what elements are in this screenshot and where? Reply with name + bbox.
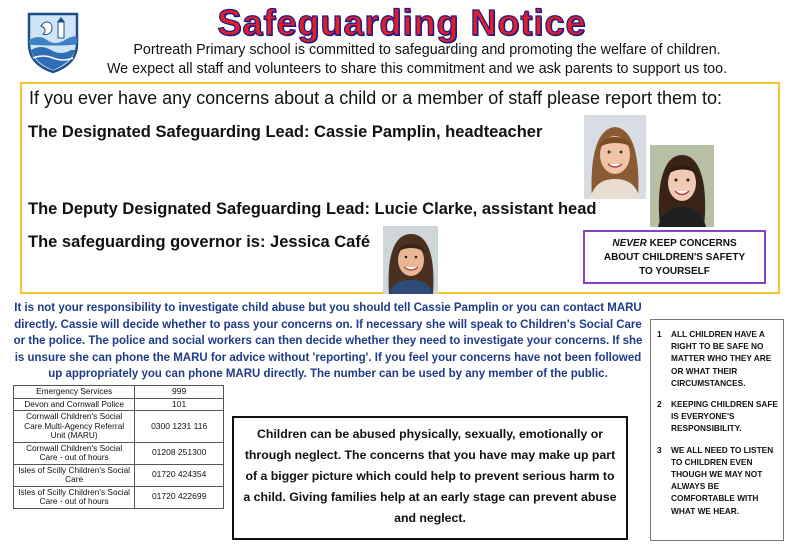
list-item bbox=[657, 328, 779, 389]
never-line-3: TO YOURSELF bbox=[639, 266, 710, 277]
principle-text: ALL CHILDREN HAVE A RIGHT TO BE SAFE NO MATTER WHO THEY ARE OR WHAT THEIR CIRCUMSTANCES. bbox=[671, 329, 772, 388]
designated-lead-text: The Designated Safeguarding Lead: Cassie Pamplin, headteacher bbox=[28, 123, 543, 141]
contact-number: 01208 251300 bbox=[135, 442, 224, 464]
table-row bbox=[14, 442, 224, 464]
principle-text: WE ALL NEED TO LISTEN TO CHILDREN EVEN THOUGH WE MAY NOT ALWAYS BE COMFORTABLE WITH WHAT WE HEAR. bbox=[671, 444, 774, 516]
principle-number: 2 bbox=[657, 399, 662, 410]
list-item bbox=[657, 444, 779, 517]
table-row bbox=[14, 411, 224, 443]
contact-service: Devon and Cornwall Police bbox=[14, 398, 135, 411]
contacts-table-body bbox=[14, 386, 224, 509]
contacts-table bbox=[13, 385, 224, 509]
table-row bbox=[14, 398, 224, 411]
contact-service: Emergency Services bbox=[14, 386, 135, 399]
photo-lucie-clarke bbox=[650, 145, 714, 227]
responsibility-paragraph: It is not your responsibility to investigate child abuse but you should tell Cassie Pamplin or you can contact MARU directly. Cassie will decide whether to pass your concerns on. If necessary she will speak to Children's Social Care or the police. The police and social workers can then decide whether they need to investigate your concerns. If she is unsure she can phone the MARU for advice without 'reporting'. If you feel your concerns have not been followed up appropriately you can phone MARU directly. The number can be used by any member of the public. bbox=[13, 302, 643, 380]
contact-service: Isles of Scilly Children's Social Care - out of hours bbox=[14, 486, 135, 508]
photo-cassie-pamplin bbox=[584, 115, 646, 199]
photo-jessica-cafe bbox=[383, 226, 438, 294]
contact-number: 101 bbox=[135, 398, 224, 411]
deputy-lead-text: The Deputy Designated Safeguarding Lead: Lucie Clarke, assistant head bbox=[28, 200, 597, 218]
report-lead-text: If you ever have any concerns about a child or a member of staff please report them to: bbox=[29, 88, 723, 108]
intro-line-2: We expect all staff and volunteers to share this commitment and we ask parents to support us too. bbox=[106, 61, 728, 77]
contact-service: Cornwall Children's Social Care Multi-Agency Referral Unit (MARU) bbox=[14, 411, 135, 443]
never-line-1 bbox=[585, 237, 764, 251]
intro-line-1: Portreath Primary school is committed to safeguarding and promoting the welfare of children. bbox=[133, 42, 721, 58]
never-emphasis: NEVER bbox=[612, 238, 647, 249]
table-row bbox=[14, 386, 224, 399]
list-item bbox=[657, 398, 779, 435]
table-row bbox=[14, 486, 224, 508]
contact-number: 999 bbox=[135, 386, 224, 399]
contact-number: 01720 422699 bbox=[135, 486, 224, 508]
principle-number: 3 bbox=[657, 444, 662, 455]
governor-text: The safeguarding governor is: Jessica Café bbox=[28, 233, 371, 251]
never-line-2: ABOUT CHILDREN'S SAFETY bbox=[603, 252, 746, 263]
abuse-info-box: Children can be abused physically, sexually, emotionally or through neglect. The concerns that you have may make up part of a bigger picture which could help to prevent serious harm to a child. Giving families help at an early stage can prevent abuse and neglect. bbox=[232, 416, 628, 540]
contact-service: Cornwall Children's Social Care - out of hours bbox=[14, 442, 135, 464]
contact-number: 0300 1231 116 bbox=[135, 411, 224, 443]
principle-text: KEEPING CHILDREN SAFE IS EVERYONE'S RESPONSIBILITY. bbox=[671, 399, 778, 434]
page-title: Safeguarding Notice bbox=[217, 2, 587, 43]
contact-service: Isles of Scilly Children's Social Care bbox=[14, 464, 135, 486]
principle-number: 1 bbox=[657, 329, 662, 339]
contact-number: 01720 424354 bbox=[135, 464, 224, 486]
table-row bbox=[14, 464, 224, 486]
principles-box bbox=[650, 319, 784, 541]
never-keep-concerns-box bbox=[583, 230, 766, 284]
never-line-1-rest: KEEP CONCERNS bbox=[646, 238, 737, 249]
